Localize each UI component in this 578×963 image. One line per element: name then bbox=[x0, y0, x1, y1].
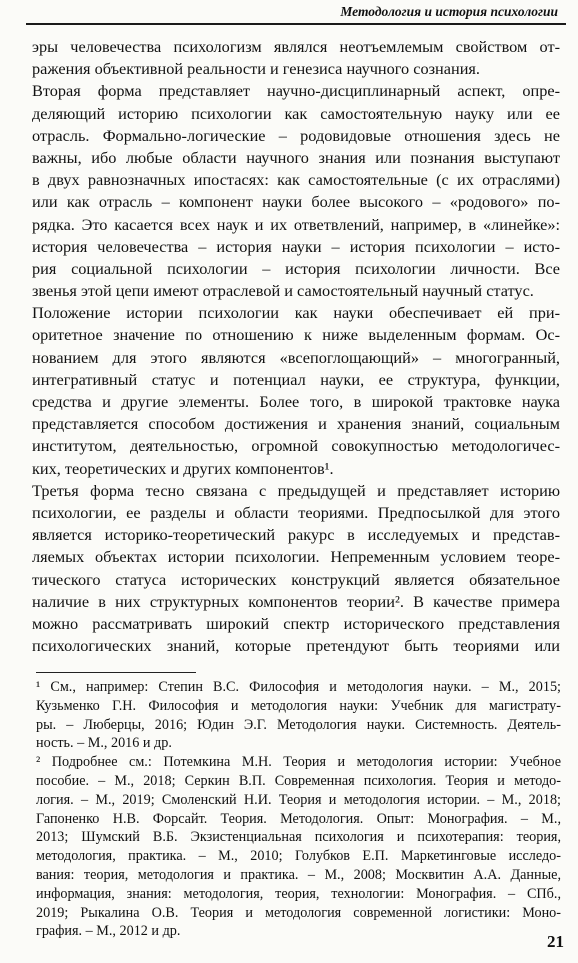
footnote-line: ² Подробнее см.: Потемкина М.Н. Теория и методология истории: Учебное bbox=[36, 754, 561, 771]
text-line: важны, ибо любые области научного знания или познания выступают bbox=[32, 147, 560, 167]
text-line: или как отрасль – компонент науки более высокого – «родового» по- bbox=[32, 192, 560, 212]
text-line: звенья этой цепи имеют отраслевой и самостоятельный научный статус. bbox=[32, 281, 534, 301]
text-line: можно рассматривать широкий спектр исторического представления bbox=[32, 613, 560, 633]
text-line: оритетное значение по отношению к ниже выделенным формам. Ос- bbox=[32, 325, 560, 345]
footnote-line: Гапоненко Н.В. Форсайт. Теория. Методология. Опыт: Монография. – М., bbox=[36, 810, 561, 827]
footnote-line: ¹ См., например: Степин В.С. Философия и методология науки. – М., 2015; bbox=[36, 679, 561, 695]
text-line: психологических знаний, которые претендуют быть теориями или bbox=[32, 636, 560, 656]
text-line: институтом, деятельностью, огромной совокупностью методологичес- bbox=[32, 436, 560, 456]
footnotes bbox=[36, 678, 561, 941]
text-line: ражения объективной реальности и генезиса научного сознания. bbox=[32, 59, 480, 79]
footnote-line: ность. – М., 2016 и др. bbox=[36, 735, 172, 752]
footnote-line: информация, знания: методология, теория, технологии: Монография. – СПб., bbox=[36, 885, 561, 902]
text-line: Положение истории психологии как науки обеспечивает ей при- bbox=[32, 303, 560, 323]
text-line: является историко-теоретический ракурс в исследуемых и представ- bbox=[32, 525, 560, 545]
footnote-line: 2013; Шумский В.Б. Экзистенциальная психология и психотерапия: теория, bbox=[36, 829, 561, 846]
text-line: нованием для этого являются «всепоглощающий» – многогранный, bbox=[32, 347, 560, 367]
header-rule bbox=[26, 23, 566, 25]
text-line: ляемых объектах истории психологии. Непременным условием теоре- bbox=[32, 547, 560, 567]
text-line: в двух равнозначных ипостасях: как самостоятельные (с их отраслями) bbox=[32, 170, 560, 190]
running-head: Методология и история психологии bbox=[340, 4, 558, 19]
footnote-line: ры. – Люберцы, 2016; Юдин Э.Г. Методология науки. Системность. Деятель- bbox=[36, 716, 561, 733]
text-line: рия социальной психологии – история психологии личности. Все bbox=[32, 258, 560, 278]
text-line: Вторая форма представляет научно-дисциплинарный аспект, опре- bbox=[32, 81, 560, 101]
text-line: наличие в них структурных компонентов теории². В качестве примера bbox=[32, 591, 560, 611]
text-line: ких, теоретических и других компонентов¹. bbox=[32, 458, 334, 478]
footnote-line: логия. – М., 2019; Смоленский Н.И. Теория и методология истории. – М., 2018; bbox=[36, 791, 561, 808]
footnote-line: графия. – М., 2012 и др. bbox=[36, 923, 181, 940]
text-line: история человечества – история науки – история психологии – исто- bbox=[32, 236, 560, 256]
text-line: Третья форма тесно связана с предыдущей и представляет историю bbox=[32, 480, 560, 500]
footnote-line: Кузьменко Г.Н. Философия и методология науки: Учебник для магистрату- bbox=[36, 697, 561, 714]
footnote-line: методология, практика. – М., 2010; Голубков Е.П. Маркетинговые исследо- bbox=[36, 848, 561, 865]
text-line: представляется способом достижения и хранения знаний, социальным bbox=[32, 414, 560, 434]
main-text bbox=[32, 36, 560, 657]
text-line: деляющий историю психологии как самостоятельную науку или ее bbox=[32, 103, 560, 123]
text-line: отрасль. Формально-логические – родовидовые отношения здесь не bbox=[32, 125, 560, 145]
text-line: тического статуса исторических конструкций является обязательное bbox=[32, 569, 560, 589]
footnote-line: вания: теория, методология и практика. – М., 2008; Москвитин А.А. Данные, bbox=[36, 866, 561, 883]
text-line: средства и другие элементы. Более того, в широкой трактовке наука bbox=[32, 392, 560, 411]
text-line: рядка. Это касается всех наук и их ответвлений, например, в «линейке»: bbox=[32, 214, 560, 234]
footnote-line: 2019; Рыкалина О.В. Теория и методология современной логистики: Моно- bbox=[36, 904, 561, 921]
page-number: 21 bbox=[547, 932, 564, 951]
text-line: эры человечества психологизм являлся неотъемлемым свойством от- bbox=[32, 37, 560, 56]
text-line: психологии, ее разделы и области теориями. Предпосылкой для этого bbox=[32, 502, 560, 522]
footnote-line: пособие. – М., 2018; Серкин В.П. Современная психология. Теория и методо- bbox=[36, 772, 561, 789]
text-line: интегративный статус и потенциал науки, ее структура, функции, bbox=[32, 369, 560, 389]
footnote-rule bbox=[36, 672, 196, 673]
